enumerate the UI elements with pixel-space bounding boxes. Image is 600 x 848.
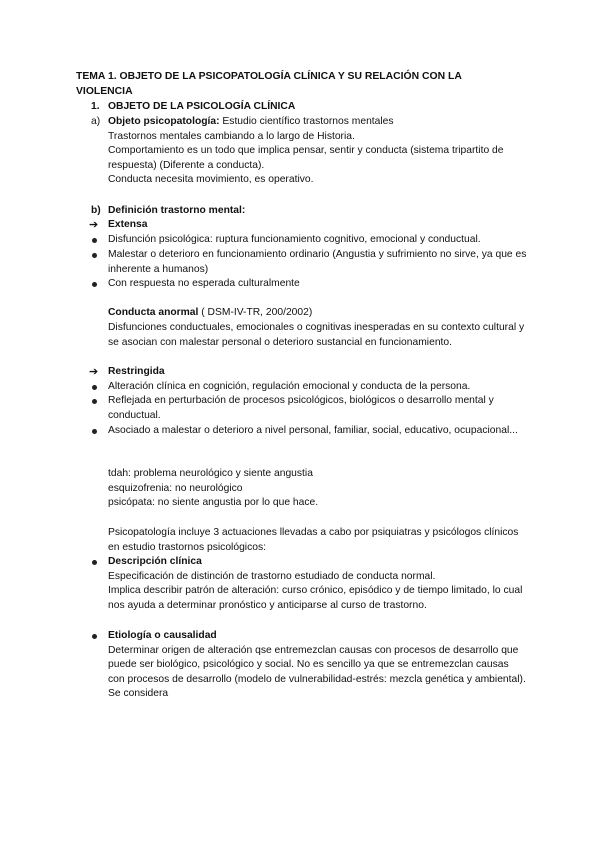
- item-a-line: Conducta necesita movimiento, es operativo.: [108, 174, 314, 186]
- extensa-bullet: Disfunción psicológica: ruptura funcionamiento cognitivo, emocional y conductual.: [108, 234, 481, 245]
- descripcion-label: Descripción clínica: [108, 556, 202, 567]
- bullet-icon: [91, 380, 99, 395]
- item-b-marker: b): [91, 205, 101, 216]
- etiologia-block: [108, 629, 528, 702]
- conducta-anormal-label: Conducta anormal: [108, 307, 199, 318]
- restringida-bullet: Asociado a malestar o deterioro a nivel personal, familiar, social, educativo, ocupacional...: [108, 425, 518, 436]
- conducta-anormal-ref: ( DSM-IV-TR, 200/2002): [198, 307, 313, 318]
- restringida-bullet: Reflejada en perturbación de procesos psicológicos, biológicos o desarrollo mental y conductual.: [108, 395, 494, 421]
- section-title: OBJETO DE LA PSICOLOGÍA CLÍNICA: [108, 101, 296, 112]
- descripcion-block: [108, 555, 528, 613]
- example-line: esquizofrenia: no neurológico: [108, 482, 243, 494]
- item-a-text: Estudio científico trastornos mentales: [219, 116, 394, 127]
- document-title: TEMA 1. OBJETO DE LA PSICOPATOLOGÍA CLÍNICA Y SU RELACIÓN CON LA VIOLENCIA: [76, 71, 462, 97]
- restringida-label: Restringida: [108, 366, 165, 377]
- extensa-bullet: Malestar o deterioro en funcionamiento ordinario (Angustia y sufrimiento no sirve, ya que es inherente a humanos): [108, 249, 527, 275]
- item-a-line: Comportamiento es un todo que implica pensar, sentir y conducta (sistema tripartito de respuesta) (Diferente a conducta).: [108, 145, 504, 171]
- restringida-bullet: Alteración clínica en cognición, regulación emocional y conducta de la persona.: [108, 381, 471, 392]
- bullet-icon: [91, 629, 99, 644]
- example-line: psicópata: no siente angustia por lo que hace.: [108, 497, 319, 509]
- extensa-bullet: Con respuesta no esperada culturalmente: [108, 278, 300, 289]
- section-number: 1.: [91, 101, 100, 112]
- arrow-icon: ➔: [89, 366, 99, 378]
- bullet-icon: [91, 233, 99, 248]
- bullet-icon: [91, 555, 99, 570]
- descripcion-line: Especificación de distinción de trastorno estudiado de conducta normal.: [108, 570, 436, 582]
- item-a: [108, 115, 528, 188]
- examples-list: [108, 467, 528, 511]
- etiologia-tail: Se considera: [108, 688, 169, 700]
- bullet-icon: [91, 424, 99, 439]
- example-line: tdah: problema neurológico y siente angustia: [108, 468, 313, 479]
- arrow-icon: ➔: [89, 219, 99, 231]
- extensa-label: Extensa: [108, 219, 148, 230]
- item-b-label: Definición trastorno mental:: [108, 205, 246, 216]
- etiologia-label: Etiología o causalidad: [108, 630, 217, 641]
- bullet-icon: [91, 394, 99, 409]
- descripcion-line: Implica describir patrón de alteración: curso crónico, episódico y de tiempo limitado, lo cual nos ayuda a determinar pronóstico y anticiparse al curso de trastorno.: [108, 585, 523, 611]
- psicopatologia-intro: Psicopatología incluye 3 actuaciones llevadas a cabo por psiquiatras y psicólogos clínicos en estudio trastornos psicológicos:: [108, 527, 519, 553]
- item-a-line: Trastornos mentales cambiando a lo largo de Historia.: [108, 130, 355, 142]
- bullet-icon: [91, 277, 99, 292]
- conducta-anormal-heading: [108, 306, 528, 321]
- conducta-anormal-text: Disfunciones conductuales, emocionales o cognitivas inesperadas en su contexto cultural y se asocian con malestar personal o deterioro sustancial en funcionamiento.: [108, 322, 525, 348]
- section-heading: [91, 100, 295, 115]
- item-a-label: Objeto psicopatología:: [108, 116, 220, 127]
- etiologia-text: Determinar origen de alteración qse entremezclan causas con procesos de desarrollo que puede ser biológico, psicológico y social. No es sencillo ya que se entremezclan causas con procesos de desarrollo (modelo de vulnerabilidad-estrés: mezcla genética y ambiental).: [108, 644, 526, 685]
- bullet-icon: [91, 248, 99, 263]
- item-a-marker: a): [91, 116, 101, 127]
